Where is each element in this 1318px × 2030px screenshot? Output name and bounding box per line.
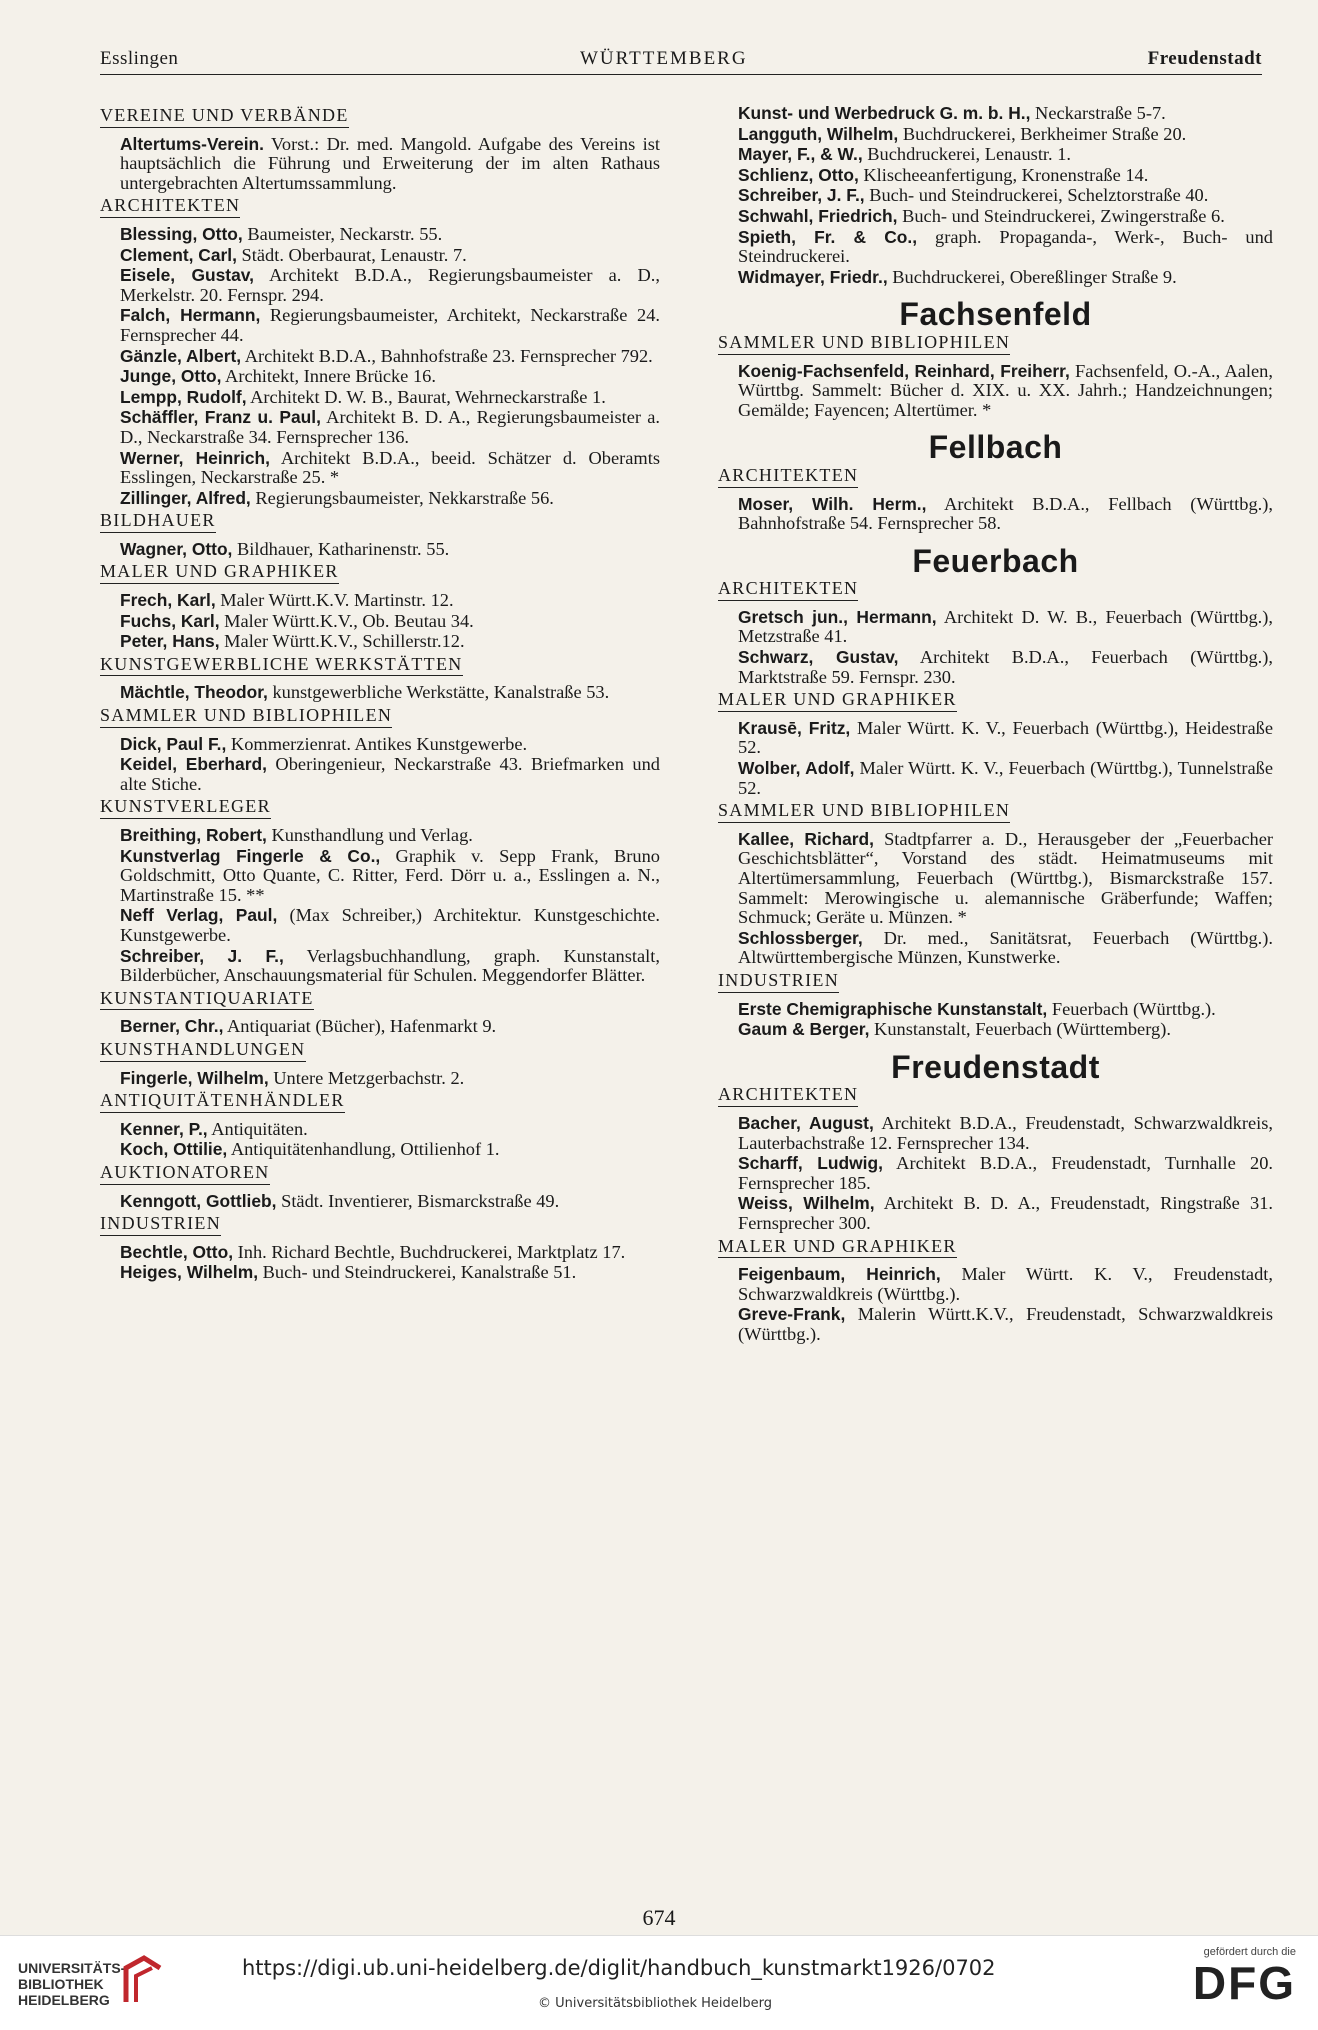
entry-details: Verlagsbuchhandlung, graph. Kunstanstalt, Bilderbücher, Anschauungsmaterial für Schulen. Meggendorfer Blätter. <box>120 945 661 986</box>
entry-details: Klischeeanfertigung, Kronenstraße 14. <box>858 164 1149 185</box>
library-emblem-icon <box>120 1954 166 2006</box>
entry-name: Schlienz, Otto, <box>738 164 859 185</box>
directory-entry <box>120 540 660 560</box>
directory-entry <box>120 135 660 194</box>
directory-entry <box>120 1263 660 1283</box>
entry-details: Neckarstraße 5-7. <box>1030 103 1166 123</box>
logo-line: HEIDELBERG <box>18 1992 110 2008</box>
entry-details: Architekt B.D.A., Regierungsbaumeister a. D., Merkelstr. 20. Fernspr. 294. <box>120 265 660 305</box>
entry-details: Antiquariat (Bücher), Hafenmarkt 9. <box>223 1016 497 1037</box>
section-heading: SAMMLER UND BIBLIOPHILEN <box>100 706 392 728</box>
directory-entry <box>120 632 660 652</box>
entry-details: Stadtpfarrer a. D., Herausgeber der „Feuerbacher Geschichtsblätter“, Vorstand des städt. Heimatmuseums mit Altertümersammlung, Feuerbach (Württbg.), Bismarckstraße 157. Sammelt: Merowingische u. alemannische Gräberfunde; Waffen; Schmuck; Geräte u. Münzen. * <box>738 828 1274 928</box>
directory-entry <box>120 1017 660 1037</box>
entry-details: Inh. Richard Bechtle, Buchdruckerei, Marktplatz 17. <box>233 1241 626 1262</box>
entry-details: Architekt, Innere Brücke 16. <box>221 366 436 387</box>
entry-details: Vorst.: Dr. med. Mangold. Aufgabe des Vereins ist hauptsächlich die Führung und Erweiterung der im alten Rathaus untergebrachten Altertumssammlung. <box>120 133 660 193</box>
section-heading: BILDHAUER <box>100 511 216 533</box>
directory-entry <box>738 1265 1273 1304</box>
directory-entry <box>120 388 660 408</box>
directory-entry <box>120 367 660 387</box>
directory-entry <box>738 608 1273 647</box>
entry-details: Kommerzienrat. Antikes Kunstgewerbe. <box>226 733 528 754</box>
entry-name: Junge, Otto, <box>120 366 222 387</box>
directory-entry <box>120 246 660 266</box>
entry-name: Mayer, F., & W., <box>738 144 863 165</box>
entry-name: Weiss, Wilhelm, <box>738 1193 875 1214</box>
running-head-right: Freudenstadt <box>1147 48 1262 69</box>
entry-name: Wolber, Adolf, <box>738 758 855 779</box>
entry-name: Heiges, Wilhelm, <box>120 1262 259 1283</box>
copyright-notice: © Universitätsbibliothek Heidelberg <box>538 1996 773 2011</box>
entry-name: Wagner, Otto, <box>120 538 233 559</box>
directory-entry <box>738 759 1273 798</box>
entry-details: Maler Württ.K.V. Martinstr. 12. <box>215 590 454 611</box>
directory-entry <box>120 347 660 367</box>
entry-details: Feuerbach (Württbg.). <box>1047 998 1216 1019</box>
entry-details: Buch- und Steindruckerei, Schelztorstraße 40. <box>864 185 1209 206</box>
section-heading: ANTIQUITÄTENHÄNDLER <box>100 1091 345 1113</box>
entry-name: Bacher, August, <box>738 1112 874 1133</box>
directory-entry <box>120 1140 660 1160</box>
entry-name: Dick, Paul F., <box>120 733 227 754</box>
entry-name: Gretsch jun., Hermann, <box>738 606 937 627</box>
directory-entry <box>120 408 660 447</box>
directory-entry <box>120 683 660 703</box>
entry-name: Koenig-Fachsenfeld, Reinhard, Freiherr, <box>738 360 1070 381</box>
running-head-left: Esslingen <box>100 48 179 69</box>
entry-details: Buch- und Steindruckerei, Zwingerstraße 6. <box>897 205 1225 226</box>
entry-name: Koch, Ottilie, <box>120 1139 228 1160</box>
entry-name: Scharff, Ludwig, <box>738 1153 883 1174</box>
section-heading: MALER UND GRAPHIKER <box>718 1237 957 1259</box>
entry-name: Frech, Karl, <box>120 590 216 611</box>
entry-details: Untere Metzgerbachstr. 2. <box>268 1067 465 1088</box>
entry-name: Erste Chemigraphische Kunstanstalt, <box>738 998 1048 1019</box>
entry-name: Bechtle, Otto, <box>120 1241 234 1262</box>
entry-details: Dr. med., Sanitätsrat, Feuerbach (Württbg.). Altwürttembergische Münzen, Kunstwerke. <box>738 927 1273 968</box>
entry-name: Greve-Frank, <box>738 1304 846 1325</box>
place-heading: Feuerbach <box>912 542 1079 579</box>
entry-details: Architekt B.D.A., Bahnhofstraße 23. Fernsprecher 792. <box>241 345 653 366</box>
entry-name: Fuchs, Karl, <box>120 610 220 631</box>
directory-entry <box>120 225 660 245</box>
entry-details: Architekt B. D. A., Freudenstadt, Ringstraße 31. Fernsprecher 300. <box>738 1193 1273 1233</box>
entry-details: Regierungsbaumeister, Architekt, Neckarstraße 24. Fernsprecher 44. <box>120 305 660 345</box>
logo-line: BIBLIOTHEK <box>18 1976 104 1992</box>
entry-name: Falch, Hermann, <box>120 305 261 326</box>
section-heading: MALER UND GRAPHIKER <box>100 562 339 584</box>
directory-entry <box>120 591 660 611</box>
entry-details: Maler Württ. K. V., Feuerbach (Württbg.), Tunnelstraße 52. <box>738 758 1273 798</box>
entry-details: Maler Württ.K.V., Ob. Beutau 34. <box>219 610 474 631</box>
entry-name: Kunst- und Werbedruck G. m. b. H., <box>738 103 1031 123</box>
directory-entry <box>738 268 1273 288</box>
entry-details: graph. Propaganda-, Werk-, Buch- und Steindruckerei. <box>738 226 1273 267</box>
directory-entry <box>738 104 1273 124</box>
entry-details: Oberingenieur, Neckarstraße 43. Briefmarken und alte Stiche. <box>120 754 660 794</box>
entry-details: Regierungsbaumeister, Nekkarstraße 56. <box>250 487 554 508</box>
entry-name: Breithing, Robert, <box>120 825 267 845</box>
viewer-footer <box>0 1935 1318 2030</box>
entry-name: Spieth, Fr. & Co., <box>738 226 918 247</box>
entry-details: Bildhauer, Katharinenstr. 55. <box>232 538 450 559</box>
entry-details: Städt. Oberbaurat, Lenaustr. 7. <box>236 244 467 265</box>
entry-name: Eisele, Gustav, <box>120 265 254 286</box>
entry-name: Keidel, Eberhard, <box>120 754 267 775</box>
entry-details: Malerin Württ.K.V., Freudenstadt, Schwarzwaldkreis (Württbg.). <box>738 1304 1273 1344</box>
directory-entry <box>120 266 660 305</box>
entry-details: Buchdruckerei, Obereßlinger Straße 9. <box>887 266 1177 287</box>
section-heading: KUNSTHANDLUNGEN <box>100 1040 306 1062</box>
entry-name: Lempp, Rudolf, <box>120 386 247 407</box>
directory-entry <box>738 1194 1273 1233</box>
entry-name: Zillinger, Alfred, <box>120 487 251 508</box>
section-heading: VEREINE UND VERBÄNDE <box>100 106 349 128</box>
directory-entry <box>120 755 660 794</box>
page-number: 674 <box>642 1905 676 1930</box>
entry-details: Maler Württ. K. V., Feuerbach (Württbg.), Heidestraße 52. <box>738 717 1273 758</box>
directory-entry <box>120 612 660 632</box>
directory-entry <box>738 145 1273 165</box>
section-heading: KUNSTVERLEGER <box>100 797 271 819</box>
entry-name: Kunstverlag Fingerle & Co., <box>120 845 381 866</box>
section-heading: INDUSTRIEN <box>100 1214 221 1236</box>
entry-details: Antiquitäten. <box>207 1118 308 1139</box>
funder-logo[interactable] <box>1193 1946 1296 2008</box>
entry-details: Kunstanstalt, Feuerbach (Württemberg). <box>869 1019 1171 1040</box>
entry-details: Maler Württ. K. V., Freudenstadt, Schwarzwaldkreis (Württbg.). <box>738 1264 1273 1304</box>
directory-entry <box>120 449 660 488</box>
entry-name: Schlossberger, <box>738 927 863 948</box>
section-heading: ARCHITEKTEN <box>718 1085 858 1107</box>
entry-name: Gänzle, Albert, <box>120 345 242 366</box>
section-heading: KUNSTANTIQUARIATE <box>100 989 314 1011</box>
directory-entry <box>738 186 1273 206</box>
dfg-logo: DFG <box>1192 1957 1296 2009</box>
directory-entry <box>738 830 1273 928</box>
directory-entry <box>738 929 1273 968</box>
directory-entry <box>738 228 1273 267</box>
directory-entry <box>738 125 1273 145</box>
directory-entry <box>738 207 1273 227</box>
section-heading: INDUSTRIEN <box>718 971 839 993</box>
directory-entry <box>120 947 660 986</box>
entry-details: Buchdruckerei, Berkheimer Straße 20. <box>898 123 1187 144</box>
directory-entry <box>738 1000 1273 1020</box>
left-column <box>100 104 660 1284</box>
entry-name: Kenngott, Gottlieb, <box>120 1190 277 1211</box>
entry-name: Berner, Chr., <box>120 1016 224 1037</box>
directory-entry <box>738 1020 1273 1040</box>
entry-name: Gaum & Berger, <box>738 1019 870 1040</box>
directory-entry <box>120 1243 660 1263</box>
section-heading: AUKTIONATOREN <box>100 1163 270 1185</box>
section-heading: KUNSTGEWERBLICHE WERKSTÄTTEN <box>100 655 463 677</box>
directory-entry <box>738 166 1273 186</box>
place-heading: Freudenstadt <box>891 1048 1100 1085</box>
directory-entry <box>120 906 660 945</box>
entry-name: Mächtle, Theodor, <box>120 682 268 703</box>
entry-name: Kallee, Richard, <box>738 828 874 849</box>
directory-entry <box>738 719 1273 758</box>
right-column <box>718 104 1273 1345</box>
entry-name: Peter, Hans, <box>120 631 220 652</box>
entry-details: Architekt B.D.A., Freudenstadt, Schwarzwaldkreis, Lauterbachstraße 12. Fernsprecher 134. <box>738 1112 1273 1153</box>
section-heading: MALER UND GRAPHIKER <box>718 690 957 712</box>
directory-entry <box>120 735 660 755</box>
entry-details: Architekt D. W. B., Feuerbach (Württbg.), Metzstraße 41. <box>738 606 1273 647</box>
page-url-link[interactable]: https://digi.ub.uni-heidelberg.de/diglit/handbuch_kunstmarkt1926/0702 <box>242 1956 996 1980</box>
entry-details: kunstgewerbliche Werkstätte, Kanalstraße 53. <box>267 682 610 703</box>
directory-entry <box>120 826 660 846</box>
entry-name: Schreiber, J. F., <box>120 945 284 966</box>
entry-details: Maler Württ.K.V., Schillerstr.12. <box>219 631 465 652</box>
entry-details: Architekt B. D. A., Regierungsbaumeister a. D., Neckarstraße 34. Fernsprecher 136. <box>120 407 660 447</box>
entry-details: Städt. Inventierer, Bismarckstraße 49. <box>276 1190 560 1211</box>
directory-entry <box>120 1120 660 1140</box>
section-heading: ARCHITEKTEN <box>718 466 858 488</box>
funder-caption: gefördert durch die <box>1203 1946 1296 1958</box>
entry-name: Werner, Heinrich, <box>120 447 271 468</box>
section-heading: ARCHITEKTEN <box>718 579 858 601</box>
entry-name: Schreiber, J. F., <box>738 185 865 206</box>
entry-name: Schäffler, Franz u. Paul, <box>120 407 321 428</box>
entry-details: Buch- und Steindruckerei, Kanalstraße 51. <box>258 1262 577 1283</box>
entry-name: Neff Verlag, Paul, <box>120 905 278 926</box>
running-head <box>100 44 1262 75</box>
entry-name: Kenner, P., <box>120 1118 208 1139</box>
entry-details: Antiquitätenhandlung, Ottilienhof 1. <box>227 1139 500 1160</box>
directory-entry <box>120 489 660 509</box>
logo-line: UNIVERSITÄTS- <box>18 1960 126 1976</box>
entry-details: Baumeister, Neckarstr. 55. <box>242 223 443 244</box>
section-heading: SAMMLER UND BIBLIOPHILEN <box>718 333 1010 355</box>
entry-name: Schwarz, Gustav, <box>738 647 899 668</box>
place-heading: Fachsenfeld <box>899 296 1092 333</box>
entry-details: Architekt B.D.A., Fellbach (Württbg.), Bahnhofstraße 54. Fernsprecher 58. <box>738 493 1273 534</box>
directory-entry <box>738 1305 1273 1344</box>
entry-details: Architekt D. W. B., Baurat, Wehrneckarstraße 1. <box>246 386 606 407</box>
entry-details: Architekt B.D.A., Feuerbach (Württbg.), Marktstraße 59. Fernspr. 230. <box>738 647 1273 687</box>
directory-entry <box>738 1154 1273 1193</box>
entry-details: Fachsenfeld, O.-A., Aalen, Württbg. Sammelt: Bücher d. XIX. u. XX. Jahrh.; Handzeichnungen; Gemälde; Fayencen; Altertümer. * <box>738 360 1273 420</box>
entry-details: Buchdruckerei, Lenaustr. 1. <box>862 144 1072 165</box>
entry-name: Feigenbaum, Heinrich, <box>738 1264 941 1285</box>
entry-name: Moser, Wilh. Herm., <box>738 493 927 514</box>
directory-entry <box>120 847 660 906</box>
entry-name: Altertums-Verein. <box>120 133 264 154</box>
entry-details: Architekt B.D.A., Freudenstadt, Turnhalle 20. Fernsprecher 185. <box>738 1153 1274 1193</box>
place-heading: Fellbach <box>928 429 1063 466</box>
directory-entry <box>120 1069 660 1089</box>
directory-entry <box>738 362 1273 421</box>
directory-entry <box>738 1114 1273 1153</box>
entry-name: Blessing, Otto, <box>120 223 243 244</box>
directory-entry <box>738 495 1273 534</box>
section-heading: ARCHITEKTEN <box>100 196 240 218</box>
entry-details: (Max Schreiber,) Architektur. Kunstgeschichte. Kunstgewerbe. <box>120 905 660 945</box>
entry-details: Architekt B.D.A., beeid. Schätzer d. Oberamts Esslingen, Neckarstraße 25. * <box>120 447 661 488</box>
entry-name: Clement, Carl, <box>120 244 237 265</box>
directory-entry <box>738 648 1273 687</box>
running-head-center: WÜRTTEMBERG <box>580 48 748 69</box>
entry-name: Schwahl, Friedrich, <box>738 205 898 226</box>
entry-details: Graphik v. Sepp Frank, Bruno Goldschmitt, Otto Quante, C. Ritter, Ferd. Dörr u. a., Esslingen a. N., Martinstraße 15. ** <box>120 845 660 905</box>
entry-name: Widmayer, Friedr., <box>738 266 888 287</box>
directory-entry <box>120 306 660 345</box>
entry-name: Langguth, Wilhelm, <box>738 123 899 144</box>
entry-name: Fingerle, Wilhelm, <box>120 1067 269 1088</box>
directory-entry <box>120 1192 660 1212</box>
entry-name: Krausē, Fritz, <box>738 717 851 738</box>
library-logo[interactable] <box>18 1960 125 2008</box>
section-heading: SAMMLER UND BIBLIOPHILEN <box>718 801 1010 823</box>
entry-details: Kunsthandlung und Verlag. <box>266 825 473 845</box>
